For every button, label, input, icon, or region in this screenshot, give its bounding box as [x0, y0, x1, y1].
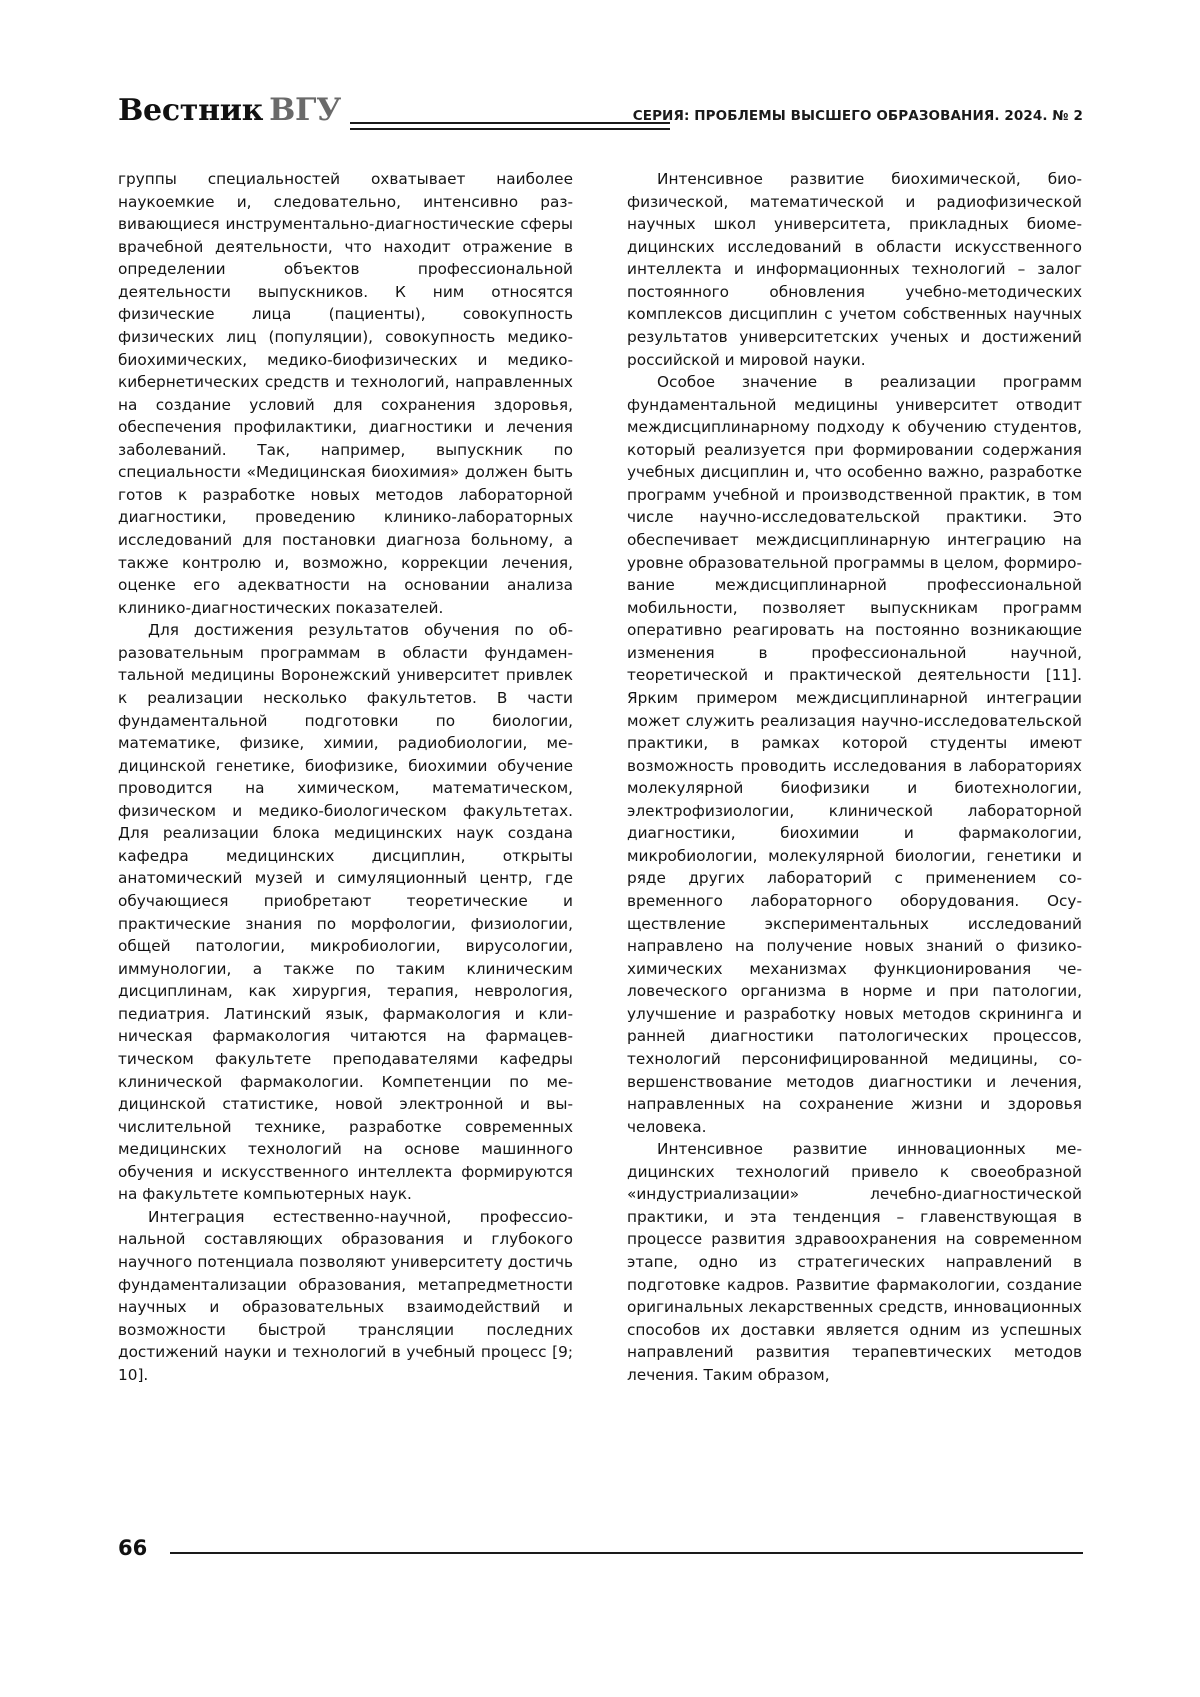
- paragraph: группы специальностей охватывает наиболее наукоемкие и, следовательно, интенсивно развивающиеся инструментально-диагностические сферы врачебной деятельности, что находит отражение в определении объектов профессиональной деятельности выпускников. К ним относятся физические лица (пациенты), совокупность физических лиц (популяции), совокупность медико-биохимических, медико-биофизических и медико-кибернетических средств и технологий, направленных на создание условий для сохранения здоровья, обеспечения профилактики, диагностики и лечения заболеваний. Так, например, выпускник по специальности «Медицинская биохимия» должен быть готов к разработке новых методов лабораторной диагностики, проведению клинико-лабораторных исследований для постановки диагноза больному, а также контролю и, возможно, коррекции лечения, оценке его адекватности на основании анализа клинико-диагностических показателей.: [118, 170, 573, 617]
- page-number: 66: [118, 1536, 148, 1560]
- journal-masthead: [118, 92, 341, 128]
- page-header: [118, 92, 1083, 140]
- right-column: [627, 168, 1082, 1386]
- footer-divider-rule: [170, 1552, 1083, 1554]
- page-footer: [118, 1536, 1083, 1566]
- paragraph: Особое значение в реализации программ фундаментальной медицины университет отводит междисциплинарному подходу к обучению студентов, который реализуется при формировании содержания учебных дисциплин и, что особенно важно, разработке программ учебной и производственной практик, в том числе научно-исследовательской практики. Это обеспечивает междисциплинарную интеграцию на уровне образовательной программы в целом, формирование междисциплинарной профессиональной мобильности, позволяет выпускникам программ оперативно реагировать на постоянно возникающие изменения в профессиональной научной, теоретической и практической деятельности [11]. Ярким примером междисциплинарной интеграции может служить реализация научно-исследовательской практики, в рамках которой студенты имеют возможность проводить исследования в лабораториях молекулярной биофизики и биотехнологии, электрофизиологии, клинической лабораторной диагностики, биохимии и фармакологии, микробиологии, молекулярной биологии, генетики и ряде других лабораторий с применением современного лабораторного оборудования. Осуществление экспериментальных исследований направлено на получение новых знаний о физико-химических механизмах функционирования человеческого организма в норме и при патологии, улучшение и разработку новых методов скрининга и ранней диагностики патологических процессов, технологий персонифицированной медицины, совершенствование методов диагностики и лечения, направленных на сохранение жизни и здоровья человека.: [627, 373, 1082, 1136]
- paragraph: Интенсивное развитие биохимической, биофизической, математической и радиофизической научных школ университета, прикладных биомедицинских исследований в области искусственного интеллекта и информационных технологий – залог постоянного обновления учебно-методических комплексов дисциплин с учетом собственных научных результатов университетских ученых и достижений российской и мировой науки.: [627, 170, 1082, 369]
- paragraph: Интенсивное развитие инновационных медицинских технологий привело к своеобразной «индустриализации» лечебно-диагностической практики, и эта тенденция – главенствующая в процессе развития здравоохранения на современном этапе, одно из стратегических направлений в подготовке кадров. Развитие фармакологии, создание оригинальных лекарственных средств, инновационных способов их доставки является одним из успешных направлений развития терапевтических методов лечения. Таким образом,: [627, 1140, 1082, 1384]
- masthead-main-title: Вестник: [118, 93, 264, 128]
- header-divider-rule: [350, 122, 670, 130]
- left-column: [118, 168, 573, 1386]
- masthead-secondary-title: ВГУ: [269, 92, 341, 128]
- journal-series-line: СЕРИЯ: ПРОБЛЕМЫ ВЫСШЕГО ОБРАЗОВАНИЯ. 2024. № 2: [632, 108, 1083, 124]
- paragraph: Интеграция естественно-научной, профессиональной составляющих образования и глубокого научного потенциала позволяют университету достичь фундаментализации образования, метапредметности научных и образовательных взаимодействий и возможности быстрой трансляции последних достижений науки и технологий в учебный процесс [9; 10].: [118, 1207, 573, 1384]
- paragraph: Для достижения результатов обучения по образовательным программам в области фундаментальной медицины Воронежский университет привлек к реализации несколько факультетов. В части фундаментальной подготовки по биологии, математике, физике, химии, радиобиологии, медицинской генетике, биофизике, биохимии обучение проводится на химическом, математическом, физическом и медико-биологическом факультетах. Для реализации блока медицинских наук создана кафедра медицинских дисциплин, открыты анатомический музей и симуляционный центр, где обучающиеся приобретают теоретические и практические знания по морфологии, физиологии, общей патологии, микробиологии, вирусологии, иммунологии, а также по таким клиническим дисциплинам, как хирургия, терапия, неврология, педиатрия. Латинский язык, фармакология и клиническая фармакология читаются на фармацевтическом факультете преподавателями кафедры клинической фармакологии. Компетенции по медицинской статистике, новой электронной и вычислительной технике, разработке современных медицинских технологий на основе машинного обучения и искусственного интеллекта формируются на факультете компьютерных наук.: [118, 621, 573, 1204]
- article-body: [118, 168, 1083, 1386]
